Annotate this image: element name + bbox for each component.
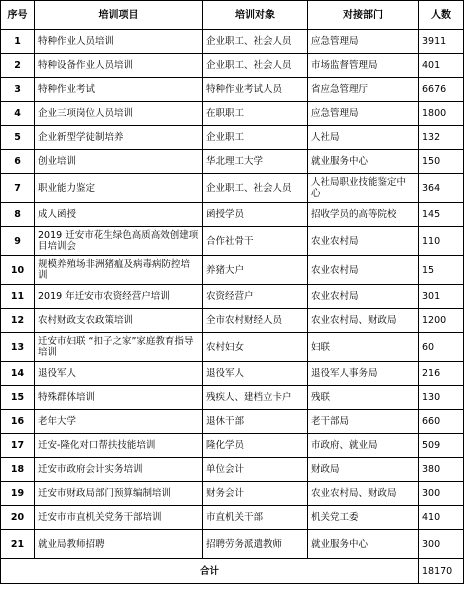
table-row	[1, 256, 464, 285]
row-target: 养猪大户	[203, 256, 308, 285]
row-dept: 残联	[308, 386, 419, 410]
row-dept: 应急管理局	[308, 30, 419, 54]
total-count: 18170	[419, 559, 464, 584]
row-no: 7	[1, 174, 35, 203]
header-target: 培训对象	[203, 1, 308, 30]
row-dept: 省应急管理厅	[308, 78, 419, 102]
row-target: 财务会计	[203, 482, 308, 506]
table-row	[1, 362, 464, 386]
row-count: 660	[419, 410, 464, 434]
row-dept: 人社局职业技能鉴定中心	[308, 174, 419, 203]
table-row	[1, 54, 464, 78]
row-target: 市直机关干部	[203, 506, 308, 530]
row-target: 农资经营户	[203, 285, 308, 309]
row-dept: 农业农村局、财政局	[308, 482, 419, 506]
row-target: 招聘劳务派遣教师	[203, 530, 308, 559]
table-row	[1, 410, 464, 434]
table-row	[1, 386, 464, 410]
row-no: 13	[1, 333, 35, 362]
row-project: 特种作业考试	[35, 78, 203, 102]
row-dept: 人社局	[308, 126, 419, 150]
row-no: 3	[1, 78, 35, 102]
row-project: 迁安-隆化对口帮扶技能培训	[35, 434, 203, 458]
header-project: 培训项目	[35, 1, 203, 30]
row-project: 迁安市妇联 “扣子之家”家庭教育指导培训	[35, 333, 203, 362]
row-dept: 就业服务中心	[308, 530, 419, 559]
row-dept: 市场监督管理局	[308, 54, 419, 78]
row-count: 132	[419, 126, 464, 150]
table-row	[1, 174, 464, 203]
row-project: 职业能力鉴定	[35, 174, 203, 203]
row-target: 合作社骨干	[203, 227, 308, 256]
header-dept: 对接部门	[308, 1, 419, 30]
row-no: 11	[1, 285, 35, 309]
row-dept: 退役军人事务局	[308, 362, 419, 386]
row-count: 3911	[419, 30, 464, 54]
row-dept: 妇联	[308, 333, 419, 362]
header-count: 人数	[419, 1, 464, 30]
row-project: 2019 迁安市花生绿色高质高效创建项目培训会	[35, 227, 203, 256]
row-target: 企业职工、社会人员	[203, 54, 308, 78]
row-target: 全市农村财经人员	[203, 309, 308, 333]
row-project: 企业三项岗位人员培训	[35, 102, 203, 126]
row-dept: 市政府、就业局	[308, 434, 419, 458]
row-count: 300	[419, 482, 464, 506]
row-target: 单位会计	[203, 458, 308, 482]
row-no: 9	[1, 227, 35, 256]
row-target: 函授学员	[203, 203, 308, 227]
table-row	[1, 506, 464, 530]
row-dept: 机关党工委	[308, 506, 419, 530]
row-no: 12	[1, 309, 35, 333]
row-count: 410	[419, 506, 464, 530]
total-label: 合计	[1, 559, 419, 584]
row-no: 1	[1, 30, 35, 54]
row-project: 特种作业人员培训	[35, 30, 203, 54]
table-row	[1, 285, 464, 309]
row-no: 19	[1, 482, 35, 506]
row-count: 364	[419, 174, 464, 203]
row-dept: 招收学员的高等院校	[308, 203, 419, 227]
table-row	[1, 458, 464, 482]
row-project: 迁安市政府会计实务培训	[35, 458, 203, 482]
total-row	[1, 559, 464, 584]
row-target: 企业职工	[203, 126, 308, 150]
row-project: 特种设备作业人员培训	[35, 54, 203, 78]
table-row	[1, 434, 464, 458]
row-count: 1800	[419, 102, 464, 126]
row-count: 15	[419, 256, 464, 285]
row-no: 10	[1, 256, 35, 285]
row-count: 150	[419, 150, 464, 174]
row-target: 退役军人	[203, 362, 308, 386]
row-no: 4	[1, 102, 35, 126]
row-count: 509	[419, 434, 464, 458]
row-count: 130	[419, 386, 464, 410]
table-row	[1, 333, 464, 362]
row-target: 退休干部	[203, 410, 308, 434]
row-no: 16	[1, 410, 35, 434]
row-project: 迁安市财政局部门预算编制培训	[35, 482, 203, 506]
row-target: 企业职工、社会人员	[203, 30, 308, 54]
header-row	[1, 1, 464, 30]
row-project: 企业新型学徒制培养	[35, 126, 203, 150]
row-dept: 财政局	[308, 458, 419, 482]
row-dept: 农业农村局	[308, 227, 419, 256]
row-project: 迁安市市直机关党务干部培训	[35, 506, 203, 530]
table-row	[1, 482, 464, 506]
row-project: 规模养殖场非洲猪瘟及病毒病防控培训	[35, 256, 203, 285]
row-target: 企业职工、社会人员	[203, 174, 308, 203]
table-row	[1, 102, 464, 126]
row-target: 特种作业考试人员	[203, 78, 308, 102]
row-project: 创业培训	[35, 150, 203, 174]
table-row	[1, 150, 464, 174]
row-target: 农村妇女	[203, 333, 308, 362]
row-count: 401	[419, 54, 464, 78]
row-no: 5	[1, 126, 35, 150]
row-dept: 农业农村局	[308, 256, 419, 285]
row-no: 6	[1, 150, 35, 174]
row-no: 14	[1, 362, 35, 386]
row-count: 300	[419, 530, 464, 559]
row-count: 380	[419, 458, 464, 482]
header-no: 序号	[1, 1, 35, 30]
table-row	[1, 309, 464, 333]
row-project: 农村财政支农政策培训	[35, 309, 203, 333]
row-project: 老年大学	[35, 410, 203, 434]
row-target: 隆化学员	[203, 434, 308, 458]
row-count: 301	[419, 285, 464, 309]
row-target: 华北理工大学	[203, 150, 308, 174]
row-count: 216	[419, 362, 464, 386]
row-count: 145	[419, 203, 464, 227]
row-no: 18	[1, 458, 35, 482]
table-row	[1, 126, 464, 150]
row-no: 2	[1, 54, 35, 78]
row-project: 特殊群体培训	[35, 386, 203, 410]
row-count: 6676	[419, 78, 464, 102]
row-no: 20	[1, 506, 35, 530]
table-row	[1, 30, 464, 54]
row-dept: 农业农村局、财政局	[308, 309, 419, 333]
row-project: 就业局教师招聘	[35, 530, 203, 559]
row-no: 17	[1, 434, 35, 458]
table-row	[1, 78, 464, 102]
row-project: 成人函授	[35, 203, 203, 227]
row-dept: 就业服务中心	[308, 150, 419, 174]
row-no: 21	[1, 530, 35, 559]
table-row	[1, 227, 464, 256]
table-row	[1, 203, 464, 227]
row-target: 在职职工	[203, 102, 308, 126]
row-no: 15	[1, 386, 35, 410]
row-target: 残疾人、建档立卡户	[203, 386, 308, 410]
row-no: 8	[1, 203, 35, 227]
row-dept: 农业农村局	[308, 285, 419, 309]
row-count: 60	[419, 333, 464, 362]
row-count: 110	[419, 227, 464, 256]
table-row	[1, 530, 464, 559]
row-count: 1200	[419, 309, 464, 333]
row-project: 2019 年迁安市农资经营户培训	[35, 285, 203, 309]
row-dept: 应急管理局	[308, 102, 419, 126]
row-project: 退役军人	[35, 362, 203, 386]
row-dept: 老干部局	[308, 410, 419, 434]
